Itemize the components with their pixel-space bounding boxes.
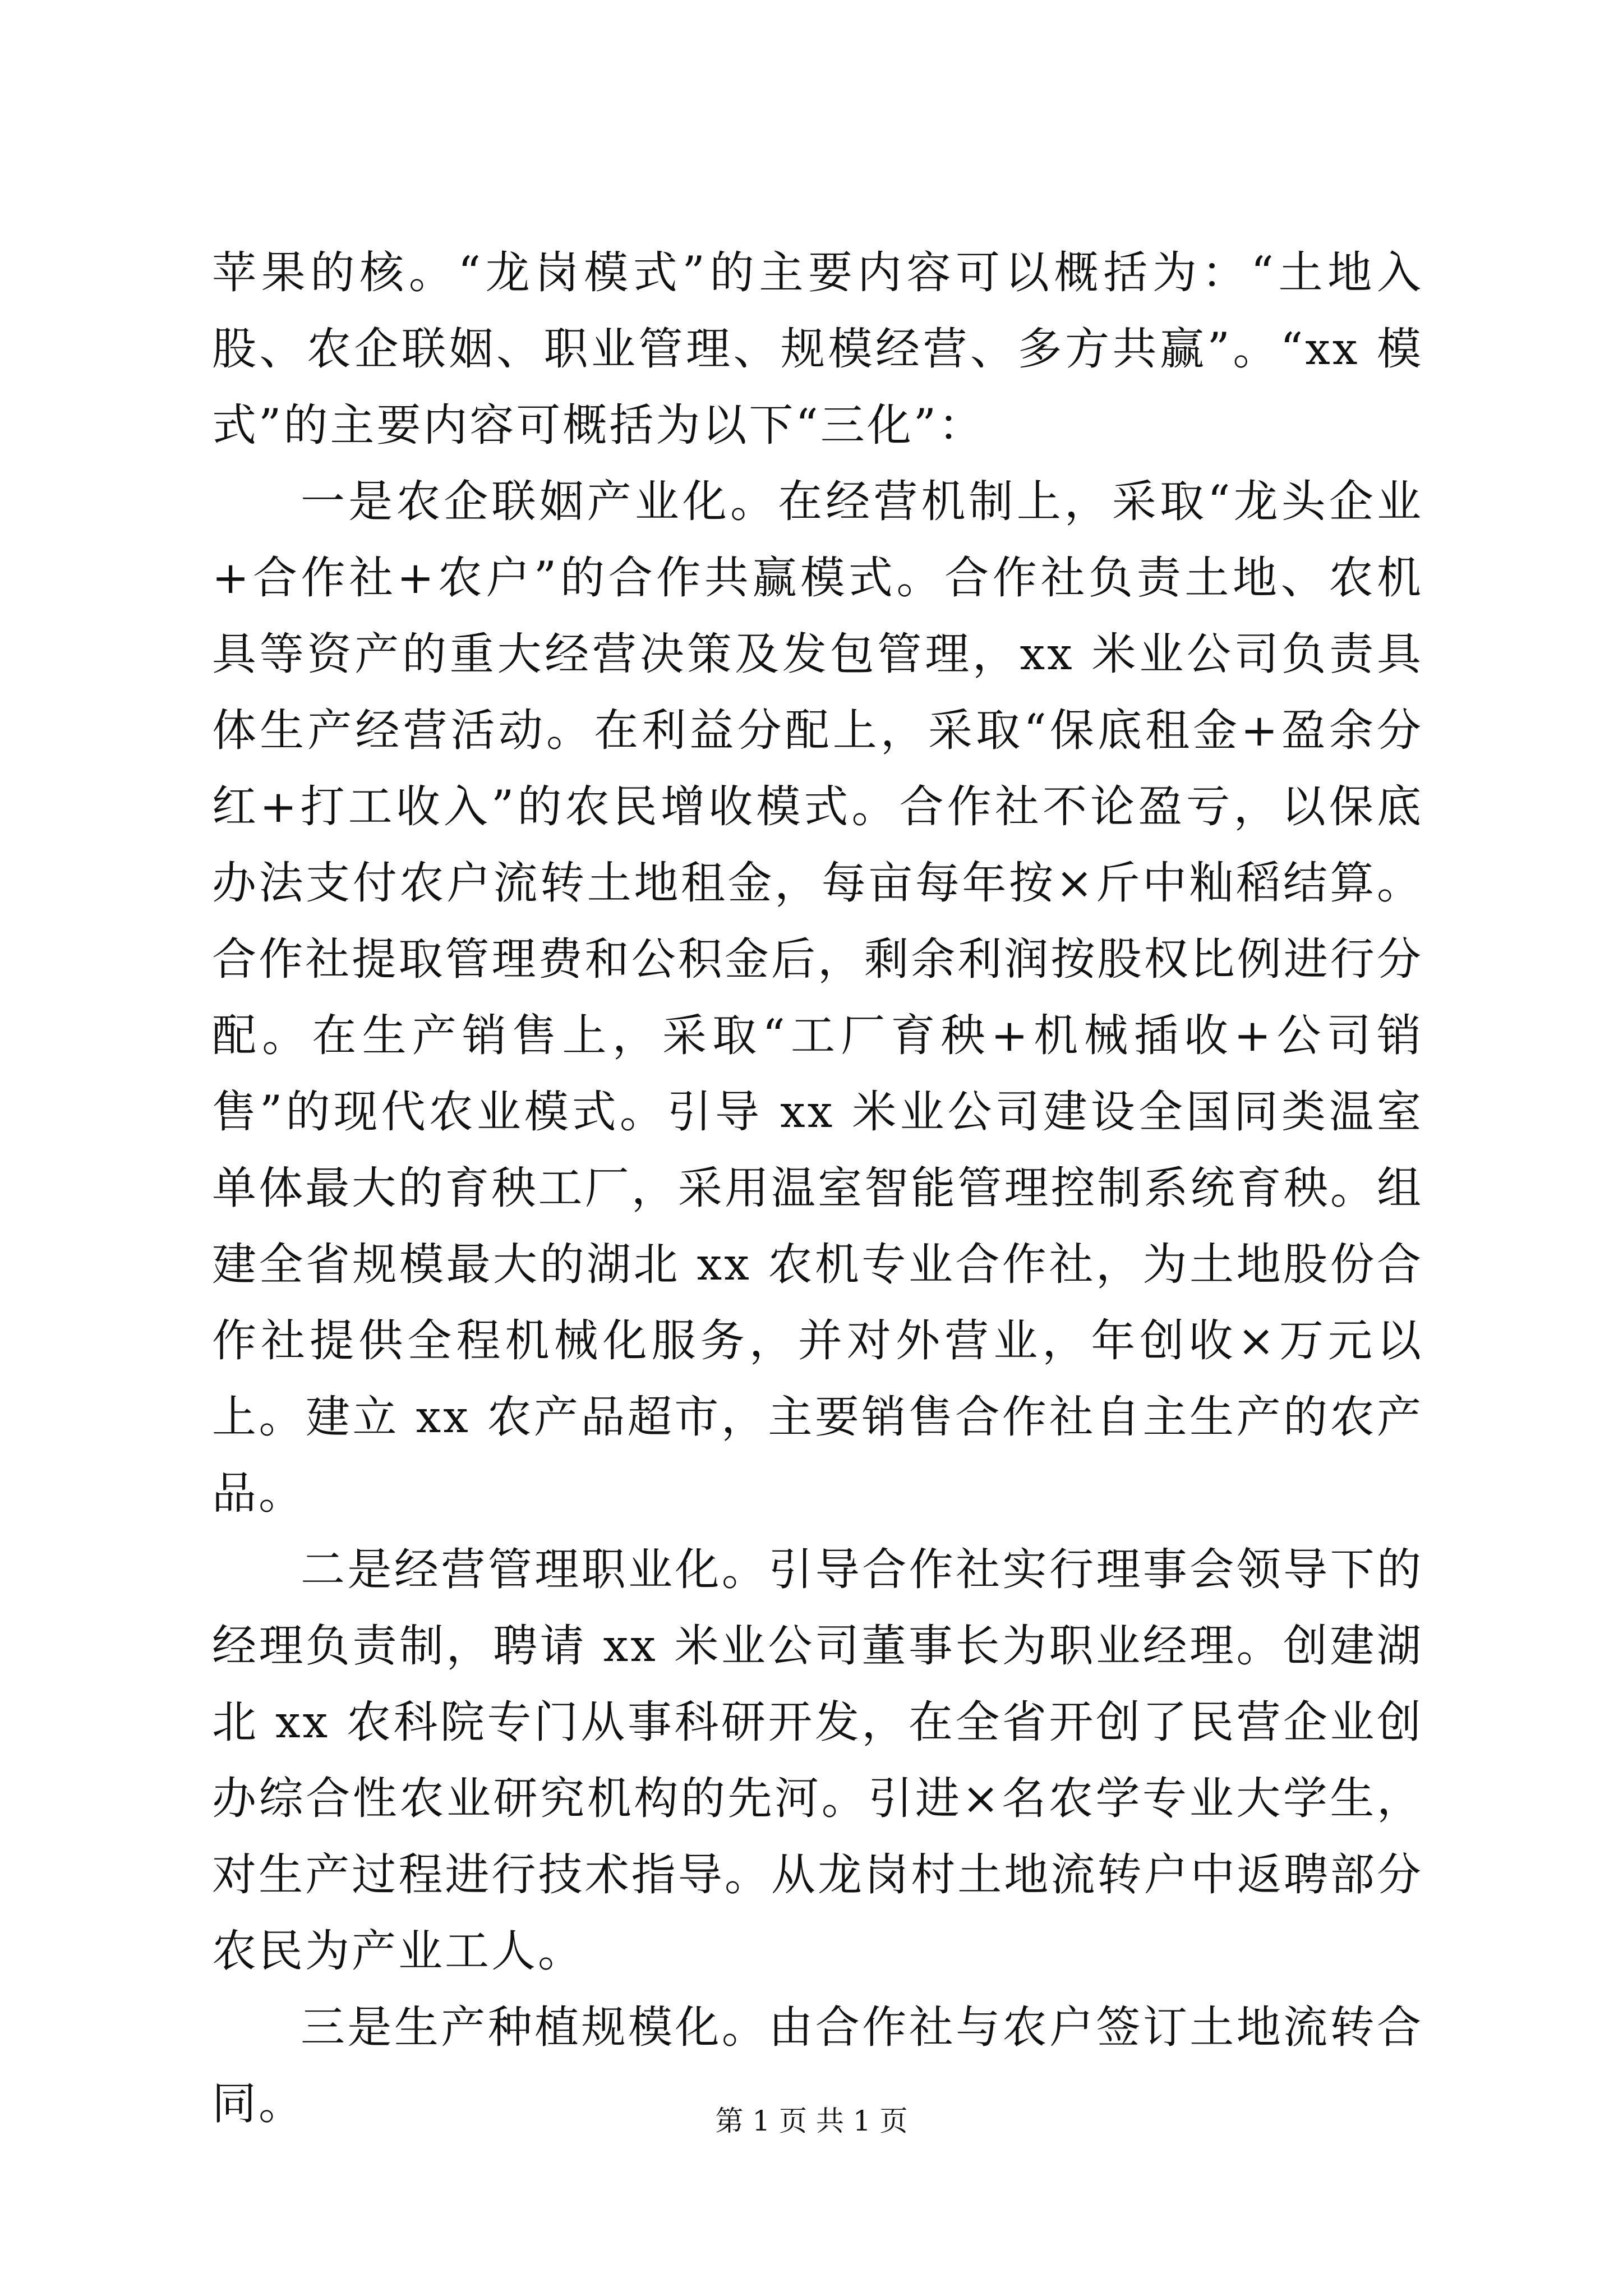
document-body xyxy=(212,234,1423,2142)
paragraph: 苹果的核。“龙岗模式”的主要内容可以概括为：“土地入股、农企联姻、职业管理、规模经营、多方共赢”。“xx 模式”的主要内容可概括为以下“三化”： xyxy=(212,247,1423,451)
paragraph: 一是农企联姻产业化。在经营机制上，采取“龙头企业+合作社+农户”的合作共赢模式。合作社负责土地、农机具等资产的重大经营决策及发包管理，xx 米业公司负责具体生产经营活动。在利益分配上，采取“保底租金+盈余分红+打工收入”的农民增收模式。合作社不论盈亏，以保底办法支付农户流转土地租金，每亩每年按×斤中籼稻结算。合作社提取管理费和公积金后，剩余利润按股权比例进行分配。在生产销售上，采取“工厂育秧+机械插收+公司销售”的现代农业模式。引导 xx 米业公司建设全国同类温室单体最大的育秧工厂，采用温室智能管理控制系统育秧。组建全省规模最大的湖北 xx 农机专业合作社，为土地股份合作社提供全程机械化服务，并对外营业，年创收×万元以上。建立 xx 农产品超市，主要销售合作社自主生产的农产品。 xyxy=(212,476,1423,1519)
page-number-footer: 第 1 页 共 1 页 xyxy=(715,2105,908,2137)
paragraph: 二是经营管理职业化。引导合作社实行理事会领导下的经理负责制，聘请 xx 米业公司董事长为职业经理。创建湖北 xx 农科院专门从事科研开发，在全省开创了民营企业创办综合性农业研究机构的先河。引进×名农学专业大学生，对生产过程进行技术指导。从龙岗村土地流转户中返聘部分农民为产业工人。 xyxy=(212,1544,1423,1977)
paragraph: 三是生产种植规模化。由合作社与农户签订土地流转合同。 xyxy=(212,2001,1423,2129)
